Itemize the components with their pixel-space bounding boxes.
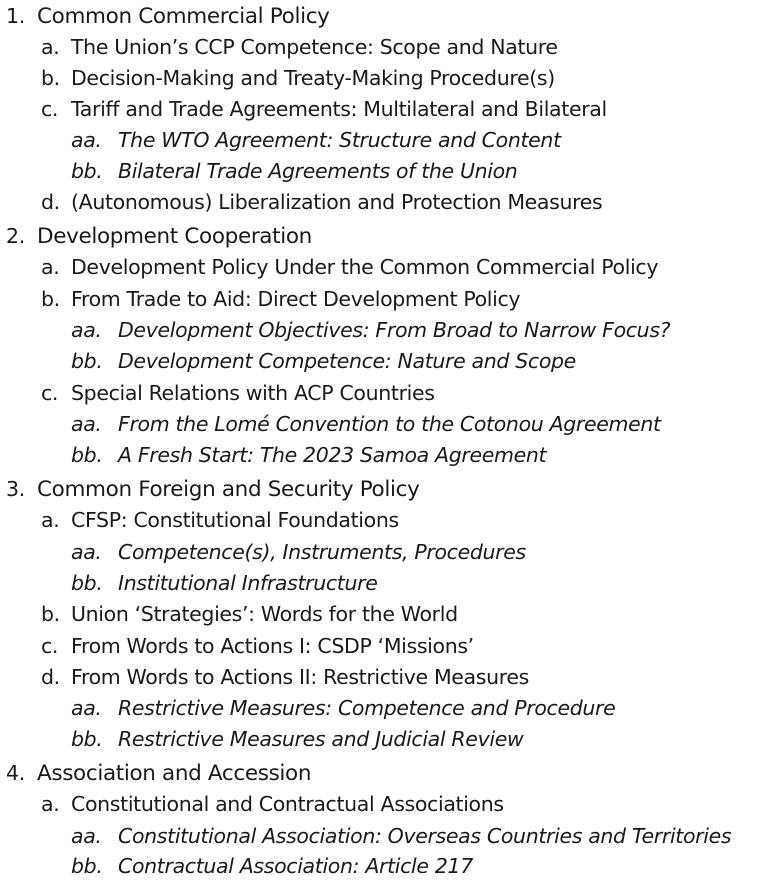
subsubsection-title: Contractual Association: Article 217 (118, 854, 473, 878)
subsection-title: (Autonomous) Liberalization and Protection Measures (71, 190, 603, 214)
subsection-letter: b. (41, 602, 60, 626)
section-number: 2. (6, 224, 25, 248)
subsection-title: Constitutional and Contractual Associations (71, 792, 504, 816)
subsubsection-title: Restrictive Measures and Judicial Review (118, 727, 524, 751)
subsubsection-label: aa. (71, 318, 102, 342)
subsection-letter: b. (41, 287, 60, 311)
subsubsection-title: Institutional Infrastructure (118, 571, 378, 595)
subsubsection-label: aa. (71, 824, 102, 848)
subsection-title: Decision-Making and Treaty-Making Procedure(s) (71, 66, 555, 90)
section-title: Development Cooperation (37, 224, 312, 249)
subsection-letter: a. (41, 508, 60, 532)
subsection-title: Development Policy Under the Common Commercial Policy (71, 255, 659, 279)
subsection-letter: b. (41, 66, 60, 90)
subsubsection-label: bb. (71, 727, 103, 751)
section-title: Common Foreign and Security Policy (37, 477, 420, 502)
subsubsection-label: aa. (71, 696, 102, 720)
subsubsection-title: Competence(s), Instruments, Procedures (118, 540, 526, 564)
subsection-title: Union ‘Strategies’: Words for the World (71, 602, 458, 626)
subsection-letter: d. (41, 190, 60, 214)
subsubsection-title: Bilateral Trade Agreements of the Union (118, 159, 518, 183)
subsection-title: From Trade to Aid: Direct Development Policy (71, 287, 521, 311)
subsection-title: From Words to Actions II: Restrictive Measures (71, 665, 529, 689)
subsubsection-title: Development Objectives: From Broad to Narrow Focus? (118, 318, 671, 342)
subsection-letter: a. (41, 792, 60, 816)
subsubsection-label: bb. (71, 571, 103, 595)
subsubsection-title: Development Competence: Nature and Scope (118, 349, 576, 373)
subsection-letter: c. (41, 381, 59, 405)
subsubsection-label: aa. (71, 128, 102, 152)
subsubsection-title: The WTO Agreement: Structure and Content (118, 128, 561, 152)
subsubsection-label: bb. (71, 854, 103, 878)
subsubsection-label: bb. (71, 349, 103, 373)
subsection-title: Tariff and Trade Agreements: Multilateral and Bilateral (71, 97, 607, 121)
subsection-title: CFSP: Constitutional Foundations (71, 508, 399, 532)
subsubsection-title: From the Lomé Convention to the Cotonou Agreement (118, 412, 661, 436)
subsubsection-title: A Fresh Start: The 2023 Samoa Agreement (118, 443, 547, 467)
section-number: 4. (6, 761, 25, 785)
subsubsection-label: bb. (71, 443, 103, 467)
subsection-letter: d. (41, 665, 60, 689)
subsubsection-label: aa. (71, 412, 102, 436)
subsubsection-title: Constitutional Association: Overseas Countries and Territories (118, 824, 732, 848)
subsubsection-label: aa. (71, 540, 102, 564)
section-title: Common Commercial Policy (37, 4, 330, 29)
subsection-title: The Union’s CCP Competence: Scope and Nature (71, 35, 558, 59)
subsection-letter: a. (41, 255, 60, 279)
subsubsection-label: bb. (71, 159, 103, 183)
subsubsection-title: Restrictive Measures: Competence and Procedure (118, 696, 616, 720)
subsection-letter: c. (41, 97, 59, 121)
subsection-title: Special Relations with ACP Countries (71, 381, 435, 405)
section-number: 3. (6, 477, 25, 501)
section-number: 1. (6, 4, 25, 28)
section-title: Association and Accession (37, 761, 312, 786)
subsection-letter: a. (41, 35, 60, 59)
subsection-letter: c. (41, 634, 59, 658)
subsection-title: From Words to Actions I: CSDP ‘Missions’ (71, 634, 474, 658)
